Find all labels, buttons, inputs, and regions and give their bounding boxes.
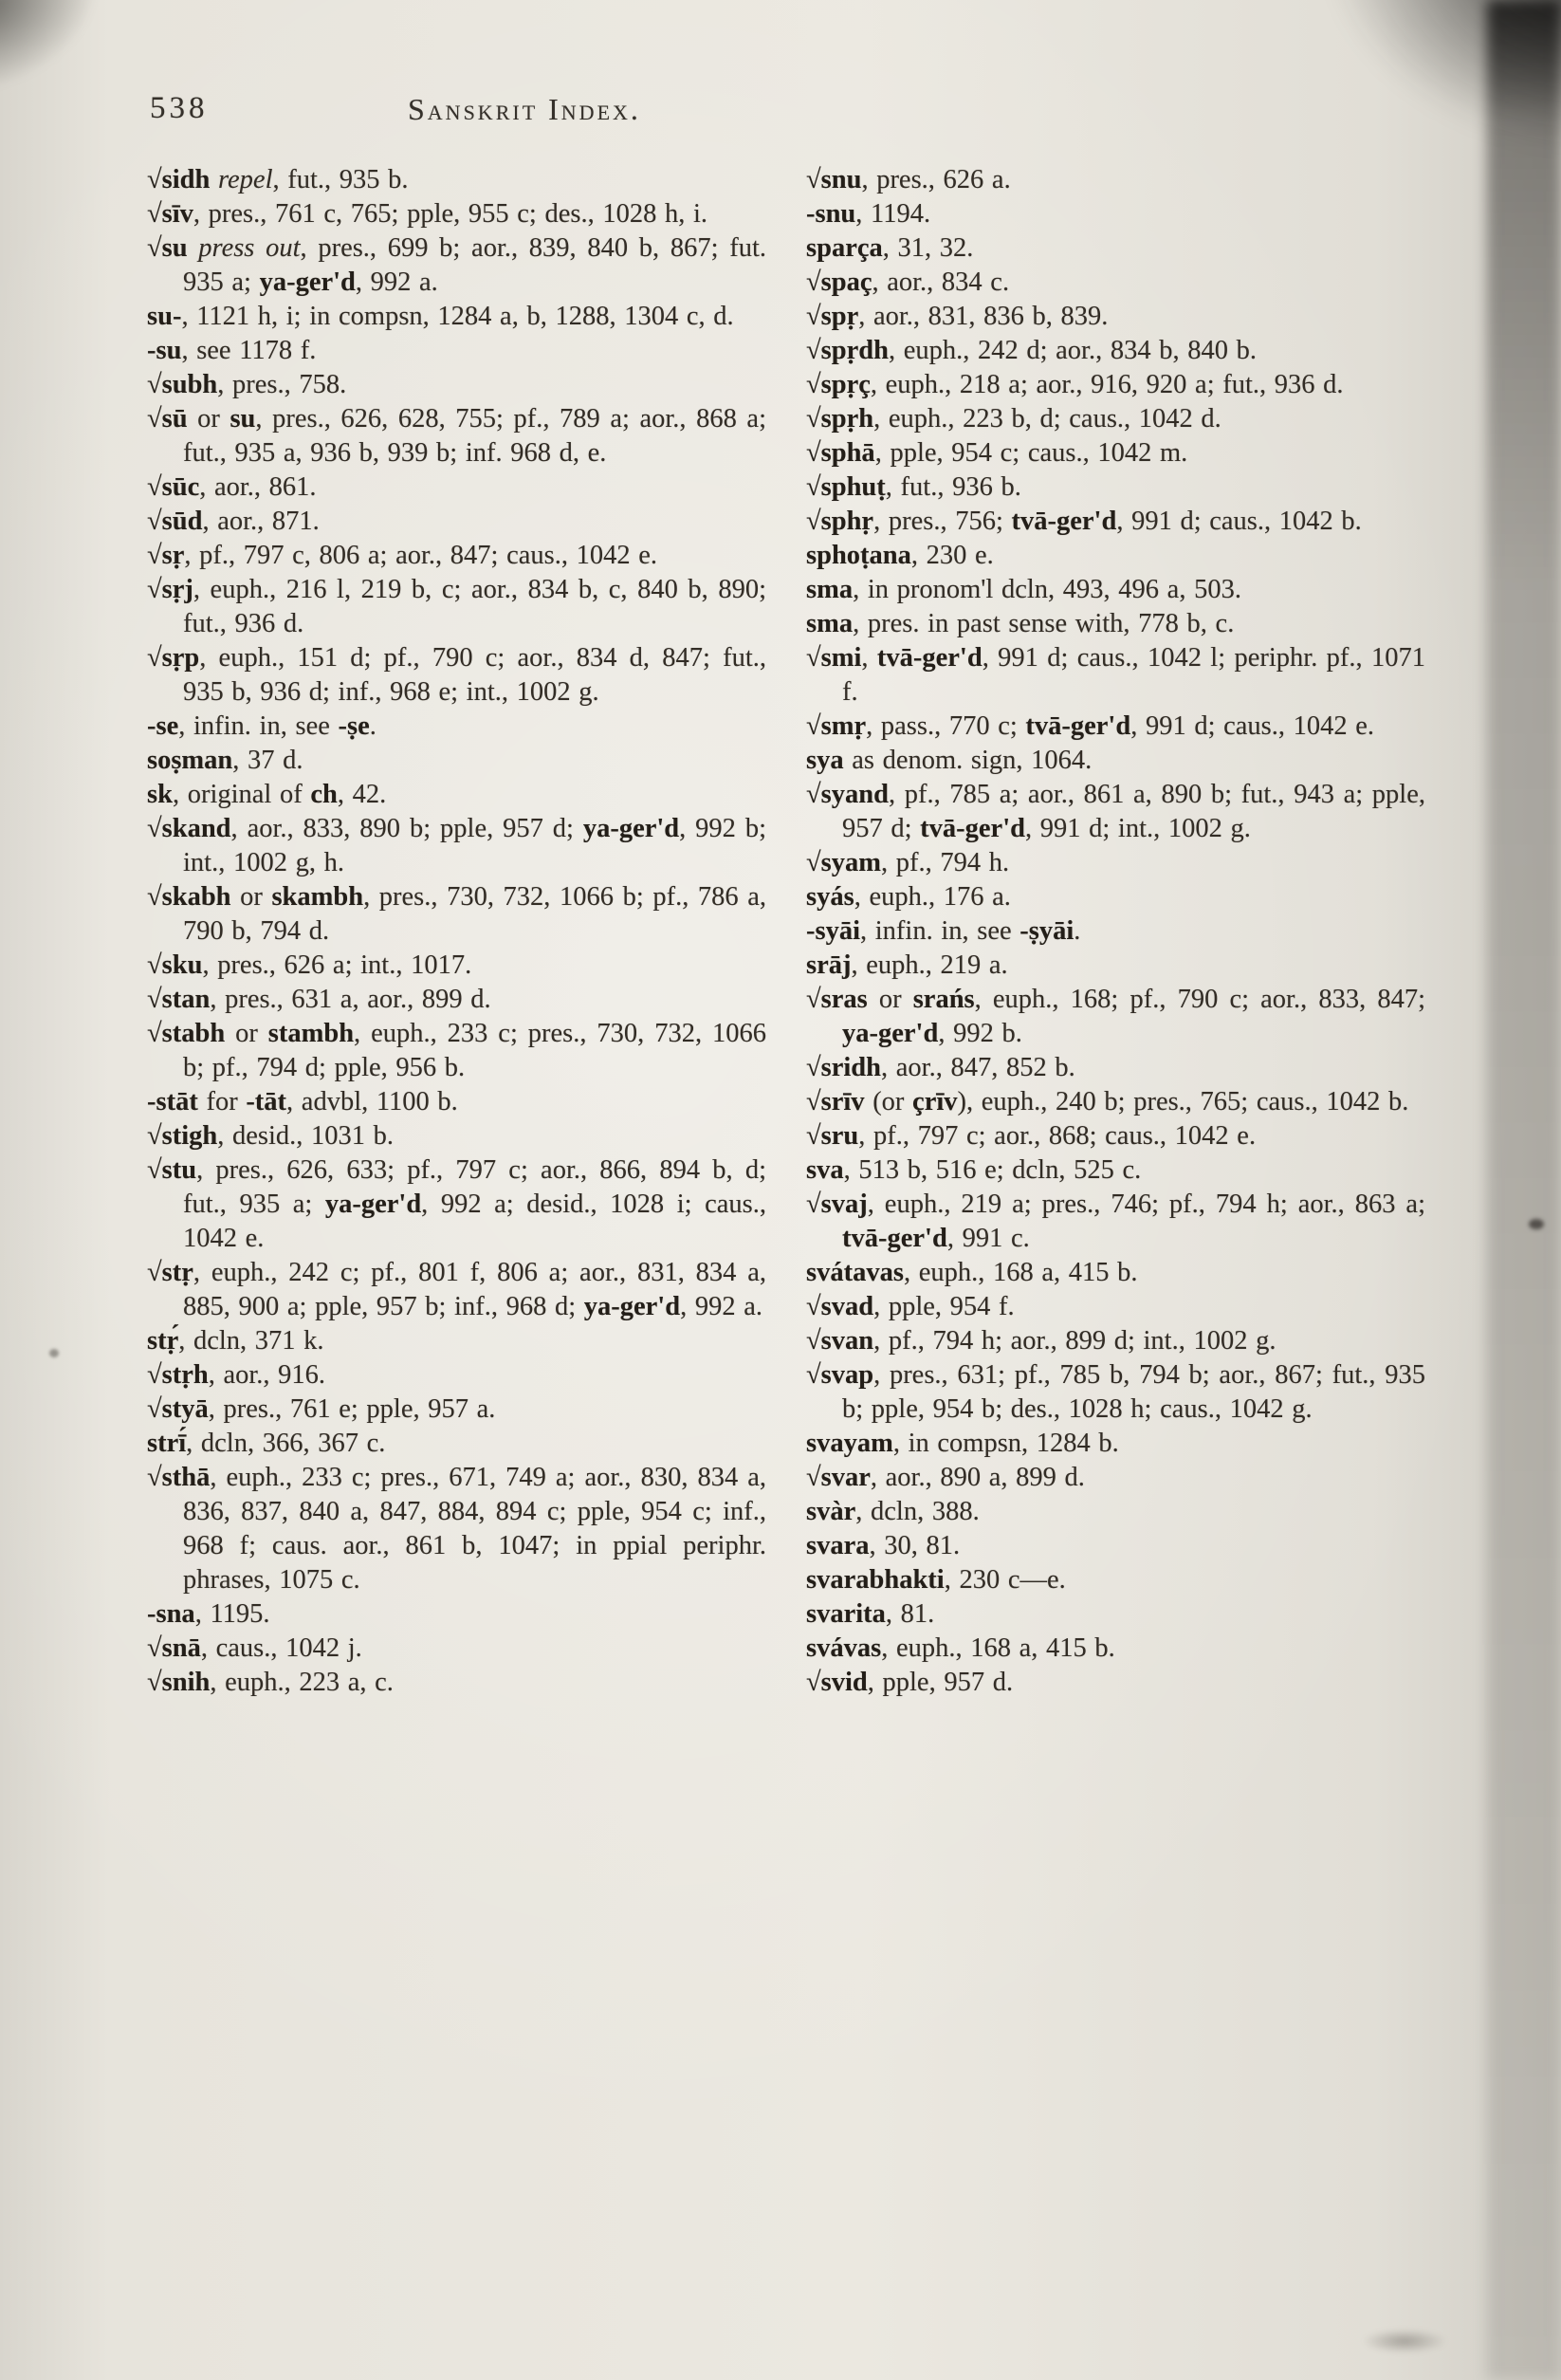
headword: -sna: [147, 1599, 195, 1629]
entry-text: , pres., 730, 732, 1066 b; pf., 786 a, 790 b, 794 d.: [183, 882, 766, 946]
entry-text: , euph., 219 a.: [851, 950, 1008, 980]
headword: √spṛdh: [806, 336, 889, 365]
entry-text: , 992 a.: [355, 268, 438, 297]
entry-text: , euph., 242 d; aor., 834 b, 840 b.: [888, 336, 1257, 365]
index-entry: [147, 1597, 766, 1632]
headword: √snu: [806, 165, 862, 194]
index-entry: [806, 539, 1425, 573]
headword: √stan: [147, 985, 211, 1014]
entry-text: , aor., 847, 852 b.: [881, 1053, 1075, 1082]
headword: √spṛh: [806, 404, 874, 434]
entry-text: , pres., 761 e; pple, 957 a.: [208, 1394, 496, 1424]
headword: soṣman: [147, 746, 233, 775]
headword: svátavas: [806, 1258, 904, 1287]
index-entry: [806, 1188, 1425, 1256]
headword: √stṛh: [147, 1360, 209, 1390]
headword: √stu: [147, 1155, 197, 1185]
entry-text: , pf., 797 c; aor., 868; caus., 1042 e.: [858, 1121, 1257, 1151]
index-column-right: [806, 163, 1425, 1700]
headword: √styā: [147, 1394, 209, 1424]
scan-shadow-right-edge: [1487, 0, 1561, 2380]
entry-text: , 992 b.: [938, 1019, 1022, 1048]
headword: syás: [806, 882, 854, 912]
entry-text: , aor., 833, 890 b; pple, 957 d;: [230, 814, 583, 843]
entry-text: , aor., 890 a, 899 d.: [870, 1463, 1085, 1492]
entry-text: , 1121 h, i; in compsn, 1284 a, b, 1288, 1304 c, d.: [181, 302, 734, 331]
entry-text: , pf., 785 a; aor., 861 a, 890 b; fut., 943 a; pple, 957 d;: [842, 780, 1425, 843]
index-entry: [806, 1324, 1425, 1358]
entry-text: , euph., 218 a; aor., 916, 920 a; fut., 936 d.: [870, 370, 1344, 399]
index-entry: [147, 402, 766, 470]
entry-text: .: [1074, 916, 1081, 946]
headword: √sphṛ: [806, 507, 874, 536]
entry-text: , euph., 233 c; pres., 671, 749 a; aor., 830, 834 a, 836, 837, 840 a, 847, 884, 894 c; pple, 954 c; inf., 968 f; caus. aor., 861 b, 1047; in ppial periphr. phrases, 1075 c.: [183, 1463, 766, 1595]
index-entry: [147, 368, 766, 402]
entry-text: , see 1178 f.: [181, 336, 317, 365]
entry-text: , 31, 32.: [882, 233, 974, 263]
entry-text: , pple, 957 d.: [867, 1668, 1014, 1697]
headword: -syāi: [806, 916, 860, 946]
entry-text: , pf., 794 h; aor., 899 d; int., 1002 g.: [873, 1326, 1276, 1356]
entry-text: , pass., 770 c;: [866, 711, 1026, 741]
entry-text: , euph., 168 a, 415 b.: [881, 1633, 1115, 1663]
headword: √sku: [147, 950, 203, 980]
headword: svayam: [806, 1429, 893, 1458]
index-entry: [147, 505, 766, 539]
headword: ya-ger'd: [582, 814, 680, 843]
entry-text: , euph., 168 a, 415 b.: [903, 1258, 1138, 1287]
index-entry: [806, 1461, 1425, 1495]
headword: √sras: [806, 985, 868, 1014]
index-entry: [147, 1085, 766, 1119]
headword: √stṛ: [147, 1258, 193, 1287]
index-entry: [806, 1256, 1425, 1290]
entry-text: , 991 d; caus., 1042 e.: [1130, 711, 1375, 741]
index-entry: [147, 1256, 766, 1324]
entry-text: , dcln, 388.: [855, 1497, 980, 1526]
entry-text: , advbl, 1100 b.: [286, 1087, 458, 1116]
headword: tvā-ger'd: [920, 814, 1025, 843]
entry-text: , 991 d; caus., 1042 l; periphr. pf., 1071 f.: [842, 643, 1425, 707]
headword: √svaj: [806, 1190, 868, 1219]
index-entry: [147, 744, 766, 778]
headword: √skand: [147, 814, 231, 843]
index-entry: [806, 300, 1425, 334]
headword: √sru: [806, 1121, 859, 1151]
index-entry: [806, 1290, 1425, 1324]
headword: √svan: [806, 1326, 874, 1356]
entry-text: as denom. sign, 1064.: [843, 746, 1093, 775]
index-entry: [806, 470, 1425, 505]
headword: √svid: [806, 1668, 868, 1697]
index-entry: [147, 778, 766, 812]
entry-text: , aor., 834 c.: [872, 268, 1010, 297]
headword: √smṛ: [806, 711, 867, 741]
entry-text: , euph., 219 a; pres., 746; pf., 794 h; aor., 863 a;: [867, 1190, 1425, 1219]
headword: sva: [806, 1155, 844, 1185]
entry-text: , euph., 223 a, c.: [210, 1668, 394, 1697]
entry-text: , pres. in past sense with, 778 b, c.: [853, 609, 1235, 638]
entry-text: ), euph., 240 b; pres., 765; caus., 1042 b.: [957, 1087, 1409, 1116]
headword: ya-ger'd: [842, 1019, 939, 1048]
index-entry: [147, 1393, 766, 1427]
index-entry: [147, 197, 766, 231]
entry-text: , fut., 936 b.: [885, 472, 1021, 502]
index-entry: [806, 334, 1425, 368]
entry-text: , pres., 626, 628, 755; pf., 789 a; aor., 868 a; fut., 935 a, 936 b, 939 b; inf. 968 d, e.: [183, 404, 766, 468]
entry-text: , euph., 176 a.: [854, 882, 1011, 912]
index-entry: [147, 1427, 766, 1461]
entry-text: , 1194.: [855, 199, 931, 229]
entry-text: , euph., 151 d; pf., 790 c; aor., 834 d, 847; fut., 935 b, 936 d; inf., 968 e; int., 1002 g.: [183, 643, 766, 707]
headword: √su: [147, 233, 188, 263]
index-column-left: [147, 163, 766, 1700]
headword: √svad: [806, 1292, 874, 1321]
entry-text: , aor., 871.: [202, 507, 320, 536]
index-entry: [806, 1427, 1425, 1461]
headword: strī́: [147, 1429, 187, 1458]
index-entry: [147, 949, 766, 983]
index-entry: [806, 163, 1425, 197]
index-entry: [806, 880, 1425, 914]
headword: -ṣe: [338, 711, 370, 741]
index-entry: [147, 880, 766, 949]
headword: √sphā: [806, 438, 875, 468]
headword: √subh: [147, 370, 218, 399]
index-entry: [806, 436, 1425, 470]
scan-speck-left: [49, 1349, 59, 1357]
headword: √sidh: [147, 165, 211, 194]
index-entry: [147, 1358, 766, 1393]
entry-text: , 42.: [337, 780, 387, 809]
entry-text: , euph., 168; pf., 790 c; aor., 833, 847;: [974, 985, 1425, 1014]
headword: skambh: [271, 882, 364, 912]
index-body: [147, 163, 1425, 1700]
headword: √sū: [147, 404, 188, 434]
scan-speck-right: [1529, 1219, 1544, 1229]
entry-text: , euph., 242 c; pf., 801 f, 806 a; aor., 831, 834 a, 885, 900 a; pple, 957 b; inf., 968 d;: [183, 1258, 766, 1321]
headword: ch: [310, 780, 338, 809]
entry-text: , 513 b, 516 e; dcln, 525 c.: [843, 1155, 1142, 1185]
entry-text: , 992 a.: [680, 1292, 762, 1321]
headword: su-: [147, 302, 182, 331]
entry-text: , euph., 233 c; pres., 730, 732, 1066 b; pf., 794 d; pple, 956 b.: [183, 1019, 767, 1082]
index-entry: [806, 1666, 1425, 1700]
entry-text: , aor., 861.: [199, 472, 317, 502]
entry-text: , pres., 626, 633; pf., 797 c; aor., 866, 894 b, d; fut., 935 a;: [183, 1155, 766, 1219]
page-title: Sanskrit Index.: [408, 92, 641, 126]
index-entry: [147, 1461, 766, 1597]
index-entry: [147, 231, 766, 300]
headword: svarita: [806, 1599, 886, 1629]
entry-text: , 991 d; int., 1002 g.: [1024, 814, 1251, 843]
entry-text: ,: [861, 643, 877, 673]
entry-text: , pres., 631 a, aor., 899 d.: [210, 985, 491, 1014]
gloss-text: repel: [210, 165, 273, 194]
entry-text: , 992 b; int., 1002 g, h.: [183, 814, 766, 877]
entry-text: , original of: [172, 780, 311, 809]
entry-text: , pres., 699 b; aor., 839, 840 b, 867; fut. 935 a;: [183, 233, 766, 297]
headword: √sṛj: [147, 575, 193, 604]
index-entry: [806, 505, 1425, 539]
entry-text: , pres., 626 a.: [861, 165, 1011, 194]
index-entry: [806, 1495, 1425, 1529]
headword: sparça: [806, 233, 883, 263]
headword: √spaç: [806, 268, 872, 297]
headword: √skabh: [147, 882, 231, 912]
headword: srāj: [806, 950, 852, 980]
entry-text: , euph., 216 l, 219 b, c; aor., 834 b, c, 840 b, 890; fut., 936 d.: [183, 575, 766, 638]
headword: ya-ger'd: [259, 268, 356, 297]
headword: ya-ger'd: [583, 1292, 681, 1321]
index-entry: [147, 1666, 766, 1700]
entry-text: , infin. in, see: [860, 916, 1020, 946]
headword: √snih: [147, 1668, 211, 1697]
headword: svàr: [806, 1497, 856, 1526]
entry-text: , 81.: [885, 1599, 935, 1629]
entry-text: , 30, 81.: [869, 1531, 961, 1560]
page-header: [0, 91, 1561, 138]
index-entry: [147, 812, 766, 880]
entry-text: , pres., 756;: [873, 507, 1012, 536]
index-entry: [806, 1119, 1425, 1153]
index-entry: [806, 1597, 1425, 1632]
index-entry: [147, 641, 766, 710]
index-entry: [806, 1563, 1425, 1597]
index-entry: [147, 1324, 766, 1358]
headword: √stigh: [147, 1121, 218, 1151]
entry-text: , aor., 831, 836 b, 839.: [858, 302, 1109, 331]
entry-text: or: [225, 1019, 268, 1048]
headword: tvā-ger'd: [842, 1224, 947, 1253]
headword: svara: [806, 1531, 870, 1560]
headword: √smi: [806, 643, 862, 673]
index-entry: [147, 710, 766, 744]
entry-text: , pres., 626 a; int., 1017.: [202, 950, 472, 980]
index-entry: [147, 334, 766, 368]
index-entry: [806, 744, 1425, 778]
headword: çrīv: [912, 1087, 958, 1116]
headword: -ṣyāi: [1019, 916, 1074, 946]
index-entry: [147, 573, 766, 641]
index-entry: [806, 914, 1425, 949]
index-entry: [806, 1632, 1425, 1666]
gloss-text: press out: [187, 233, 301, 263]
headword: √syand: [806, 780, 889, 809]
entry-text: (or: [864, 1087, 913, 1116]
headword: -stāt: [147, 1087, 198, 1116]
headword: √spṛç: [806, 370, 871, 399]
index-entry: [806, 1085, 1425, 1119]
index-entry: [806, 573, 1425, 607]
scan-smudge-top-left: [0, 0, 123, 92]
index-entry: [147, 1119, 766, 1153]
headword: -tāt: [246, 1087, 287, 1116]
entry-text: , infin. in, see: [178, 711, 339, 741]
index-entry: [147, 300, 766, 334]
entry-text: , 230 e.: [910, 541, 994, 570]
headword: srańs: [912, 985, 975, 1014]
headword: √spṛ: [806, 302, 859, 331]
entry-text: , pf., 797 c, 806 a; aor., 847; caus., 1042 e.: [184, 541, 657, 570]
headword: sk: [147, 780, 173, 809]
entry-text: or: [230, 882, 272, 912]
headword: √sphuṭ: [806, 472, 886, 502]
entry-text: , pf., 794 h.: [880, 848, 1010, 877]
entry-text: , caus., 1042 j.: [200, 1633, 362, 1663]
index-entry: [147, 1153, 766, 1256]
headword: √svar: [806, 1463, 871, 1492]
index-entry: [806, 949, 1425, 983]
index-entry: [147, 470, 766, 505]
index-entry: [806, 1051, 1425, 1085]
headword: √sthā: [147, 1463, 211, 1492]
headword: √syam: [806, 848, 881, 877]
index-entry: [806, 607, 1425, 641]
headword: sphoṭana: [806, 541, 911, 570]
entry-text: , 230 c—e.: [944, 1565, 1066, 1595]
index-entry: [806, 846, 1425, 880]
index-entry: [806, 1153, 1425, 1188]
index-entry: [806, 983, 1425, 1051]
entry-text: for: [197, 1087, 247, 1116]
headword: -se: [147, 711, 179, 741]
headword: stṛ́: [147, 1326, 179, 1356]
entry-text: , pple, 954 c; caus., 1042 m.: [874, 438, 1188, 468]
entry-text: , aor., 916.: [208, 1360, 326, 1390]
entry-text: , 991 c.: [946, 1224, 1030, 1253]
index-entry: [147, 1017, 766, 1085]
index-entry: [806, 266, 1425, 300]
headword: √sīv: [147, 199, 193, 229]
entry-text: , 992 a; desid., 1028 i; caus., 1042 e.: [183, 1190, 766, 1253]
entry-text: , 37 d.: [232, 746, 303, 775]
headword: sma: [806, 609, 854, 638]
headword: -su: [147, 336, 182, 365]
index-entry: [147, 983, 766, 1017]
headword: √snā: [147, 1633, 201, 1663]
headword: √sṛ: [147, 541, 185, 570]
headword: √srīv: [806, 1087, 865, 1116]
entry-text: , fut., 935 b.: [272, 165, 409, 194]
headword: sma: [806, 575, 854, 604]
entry-text: , dcln, 366, 367 c.: [186, 1429, 386, 1458]
headword: √sridh: [806, 1053, 882, 1082]
headword: √sūc: [147, 472, 200, 502]
headword: √sṛp: [147, 643, 200, 673]
headword: √svap: [806, 1360, 874, 1390]
headword: √sūd: [147, 507, 203, 536]
index-entry: [806, 778, 1425, 846]
headword: -snu: [806, 199, 856, 229]
index-entry: [806, 368, 1425, 402]
page-number: 538: [150, 91, 209, 125]
index-entry: [806, 641, 1425, 710]
headword: tvā-ger'd: [1011, 507, 1117, 536]
entry-text: , pres., 761 c, 765; pple, 955 c; des., 1028 h, i.: [193, 199, 708, 229]
entry-text: , 1195.: [194, 1599, 270, 1629]
index-entry: [147, 163, 766, 197]
index-entry: [806, 402, 1425, 436]
entry-text: , in compsn, 1284 b.: [892, 1429, 1119, 1458]
entry-text: or: [187, 404, 230, 434]
headword: svarabhakti: [806, 1565, 945, 1595]
index-entry: [806, 710, 1425, 744]
headword: stambh: [267, 1019, 355, 1048]
entry-text: , dcln, 371 k.: [178, 1326, 324, 1356]
index-entry: [806, 231, 1425, 266]
index-entry: [806, 1529, 1425, 1563]
headword: √stabh: [147, 1019, 226, 1048]
index-entry: [147, 1632, 766, 1666]
entry-text: or: [867, 985, 913, 1014]
entry-text: , euph., 223 b, d; caus., 1042 d.: [873, 404, 1221, 434]
headword: sya: [806, 746, 844, 775]
entry-text: , 991 d; caus., 1042 b.: [1116, 507, 1362, 536]
headword: tvā-ger'd: [1025, 711, 1131, 741]
entry-text: , pres., 631; pf., 785 b, 794 b; aor., 867; fut., 935 b; pple, 954 b; des., 1028 h; caus., 1042 g.: [842, 1360, 1425, 1424]
headword: ya-ger'd: [324, 1190, 422, 1219]
index-entry: [806, 197, 1425, 231]
headword: su: [230, 404, 256, 434]
index-entry: [147, 539, 766, 573]
headword: tvā-ger'd: [876, 643, 983, 673]
entry-text: , pres., 758.: [217, 370, 347, 399]
scan-smudge-bottom-right: [1362, 2329, 1447, 2353]
entry-text: .: [369, 711, 376, 741]
headword: svávas: [806, 1633, 882, 1663]
entry-text: , pple, 954 f.: [873, 1292, 1015, 1321]
index-entry: [806, 1358, 1425, 1427]
entry-text: , desid., 1031 b.: [217, 1121, 395, 1151]
entry-text: , in pronom'l dcln, 493, 496 a, 503.: [853, 575, 1241, 604]
